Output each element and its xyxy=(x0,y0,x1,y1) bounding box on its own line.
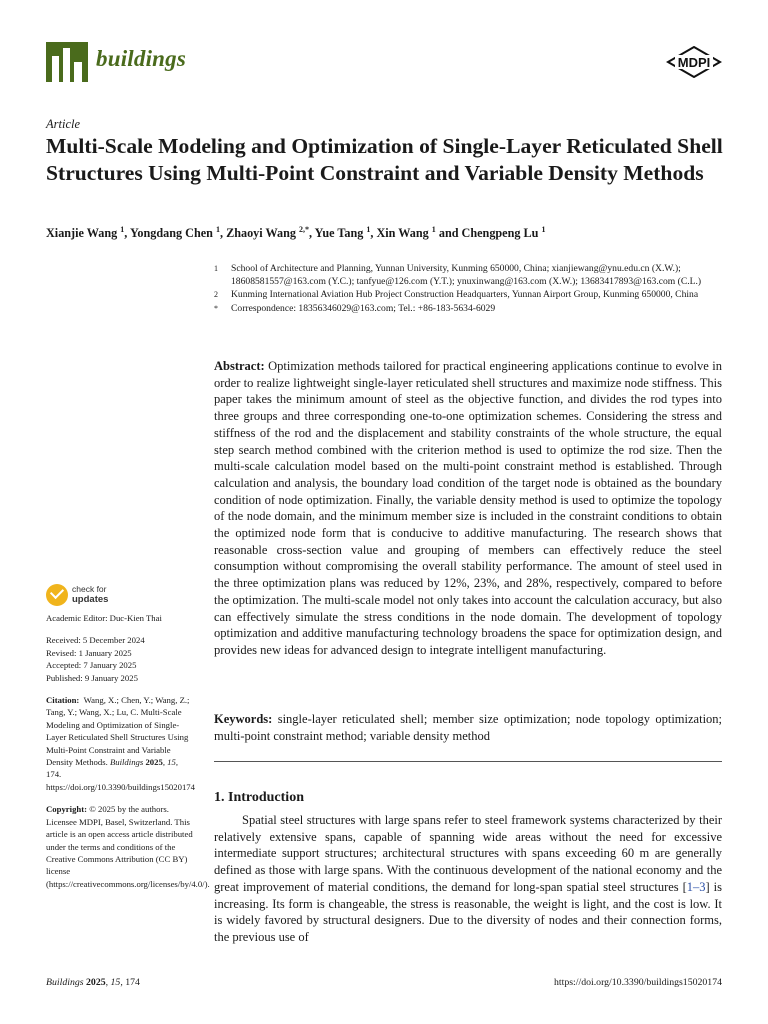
affiliation-item xyxy=(214,302,734,315)
author-name[interactable]: Yongdang Chen xyxy=(129,226,213,241)
author-name[interactable]: Chengpeng Lu xyxy=(461,226,539,241)
author-affil-mark: 1 xyxy=(541,225,546,234)
accepted-date: Accepted: 7 January 2025 xyxy=(46,660,137,671)
footer-citation: Buildings 2025, 15, 174 xyxy=(46,977,140,988)
citation-doi[interactable]: 174. https://doi.org/10.3390/buildings15020174 xyxy=(46,769,195,792)
affiliation-item xyxy=(214,288,734,301)
check-updates-line1: check for xyxy=(72,584,107,594)
affiliation-mark: 2 xyxy=(214,290,218,300)
mdpi-logo-text: MDPI xyxy=(677,55,711,70)
abstract-label: Abstract: xyxy=(214,359,265,373)
affiliation-mark: 1 xyxy=(214,264,218,273)
checkmark-icon xyxy=(50,585,64,599)
author-separator: , xyxy=(219,226,227,241)
author-separator: , xyxy=(124,226,130,241)
footer-volume: 15 xyxy=(110,977,121,988)
author-affil-mark: 1 xyxy=(431,225,436,234)
intro-paragraph xyxy=(214,812,722,946)
citation-link[interactable]: 1–3 xyxy=(686,879,706,894)
keywords xyxy=(214,711,722,744)
author-affil-mark: 1 xyxy=(366,225,371,234)
author-affil-mark: 1 xyxy=(120,225,125,234)
footer-article-number: 174 xyxy=(125,977,140,988)
author-name[interactable]: Zhaoyi Wang xyxy=(226,226,296,241)
correspondence-text: Correspondence: 18356346029@163.com; Tel.: +86-183-5634-6029 xyxy=(231,302,496,314)
article-type: Article xyxy=(46,117,81,131)
journal-name: buildings xyxy=(96,46,187,71)
intro-text: ] is increasing. Its form is changeable, the stress is reasonable, the weight is light, and the cost is low. It is widely favored by structural designers. Due to the diversity of nodes and their connection forms, the previous use of xyxy=(214,879,722,944)
citation-year: 2025 xyxy=(145,757,163,768)
author-name[interactable]: Xianjie Wang xyxy=(46,226,118,241)
citation-label: Citation: xyxy=(46,695,80,706)
author-list xyxy=(46,225,545,241)
section-heading: 1. Introduction xyxy=(214,790,304,805)
mdpi-logo-icon xyxy=(666,46,722,78)
citation-block: Citation: Wang, X.; Chen, Y.; Wang, Z.; Tang, Y.; Wang, X.; Lu, C. Multi-Scale Modeling and Optimization of Single-Layer Reticulated Shell Structures Using Multi-Point Constraint and Variable Density Methods. Buildings 2025, 15, 174. https://doi.org/10.3390/buildings15020174 xyxy=(46,695,195,792)
affiliation-text: School of Architecture and Planning, Yunnan University, Kunming 650000, China; xianjiewang@ynu.edu.cn (X.W.); 18608581557@163.com (Y.C.); tanfyue@126.com (Y.T.); ynuxinwang@163.com (X.W.); 13683417893@163.com (C.L.) xyxy=(231,263,702,288)
affiliation-mark: * xyxy=(214,303,218,313)
footer-doi-link[interactable]: https://doi.org/10.3390/buildings15020174 xyxy=(553,977,722,988)
check-badge-icon xyxy=(46,584,68,606)
paper-title: Multi-Scale Modeling and Optimization of Single-Layer Reticulated Shell Structures Using Multi-Point Constraint and Variable Density Methods xyxy=(46,134,723,185)
revised-date: Revised: 1 January 2025 xyxy=(46,647,132,658)
citation-text: Wang, X.; Chen, Y.; Wang, Z.; Tang, Y.; Wang, X.; Lu, C. Multi-Scale Modeling and Optimization of Single-Layer Reticulated Shell Structures Using Multi-Point Constraint and Variable Density Methods. xyxy=(46,695,190,768)
affiliation-item xyxy=(214,262,734,288)
abstract-text: Optimization methods tailored for practical engineering applications continue to evolve in order to realize lightweight single-layer reticulated shell structures and maximize node stiffness. This paper takes the minimum amount of steel as the objective function, and divides the rod types into three groups and three corresponding one-to-one optimization schemes. Considering the stress and stiffness of the rod and the displacement and stability constraints of the whole structure, the equal step search method combined with the criterion method is used to optimize the rod size. Then the multi-scale calculation model based on the multi-point constraint method is established. Through calculation and analysis, the boundary load condition of the target node is obtained as the boundary condition of node optimization. Finally, the variable density method is used to optimize the topology of the node domain, and the minimum member size is included in the constraint conditions to obtain the optimized node form that is conducive to additive manufacturing. The research shows that reasonable cross-section value and grouping of members can effectively reduce the steel consumption without compromising the overall stability performance. The amount of steel used in the three optimization plans was reduced by 12%, 23%, and 28%, respectively, compared to before the optimization. The multi-scale model not only takes into account the calculation accuracy, but also can effectively simulate the stress conditions in the node domain. The development of topology optimization and additive manufacturing technology broadens the space for optimization design, and provides new ideas for advanced design to integrate intelligent manufacturing. xyxy=(214,359,723,657)
author-separator: and xyxy=(435,226,462,241)
received-date: Received: 5 December 2024 xyxy=(46,635,145,646)
author-affil-mark: 1 xyxy=(215,225,220,234)
author-name[interactable]: Yue Tang xyxy=(314,226,364,241)
copyright-text: © 2025 by the authors. Licensee MDPI, Basel, Switzerland. This article is an open access article distributed under the terms and conditions of the Creative Commons Attribution (CC BY) license (https://creativecommons.org/licenses/by/4.0/). xyxy=(46,804,210,889)
copyright-block xyxy=(46,803,210,890)
article-info-sidebar xyxy=(46,612,210,890)
published-date: Published: 9 January 2025 xyxy=(46,672,138,683)
footer-year: 2025 xyxy=(86,977,106,988)
keywords-text: single-layer reticulated shell; member size optimization; node topology optimization; multi-point constraint method; variable density method xyxy=(214,712,723,743)
affiliation-text: Kunming International Aviation Hub Project Construction Headquarters, Yunnan Airport Group, Kunming 650000, China xyxy=(231,289,699,301)
intro-text: Spatial steel structures with large spans refer to steel framework systems characterized by their relatively extensive spans, capable of spanning wide areas without the need for excessive intermediate support structures; architectural structures with spans exceeding 60 m are generally defined as those with large spans. With the continuous development of the national economy and the great improvement of material conditions, the demand for long-span spatial steel structures [ xyxy=(214,813,722,894)
author-separator: , xyxy=(370,226,377,241)
author-separator: , xyxy=(309,226,315,241)
author-name[interactable]: Xin Wang xyxy=(376,226,429,241)
check-for-updates-button[interactable] xyxy=(46,582,126,608)
footer-journal: Buildings xyxy=(46,977,84,988)
affiliations xyxy=(214,262,734,315)
buildings-logo-icon xyxy=(46,42,88,82)
academic-editor: Academic Editor: Duc-Kien Thai xyxy=(46,613,162,623)
citation-volume: 15 xyxy=(167,757,176,768)
check-updates-line2: updates xyxy=(72,594,109,605)
citation-journal: Buildings xyxy=(109,757,144,768)
section-divider xyxy=(214,761,722,762)
keywords-label: Keywords: xyxy=(214,712,273,726)
author-affil-mark: 2,* xyxy=(299,225,309,234)
abstract xyxy=(214,358,722,659)
copyright-label: Copyright: xyxy=(46,804,88,815)
